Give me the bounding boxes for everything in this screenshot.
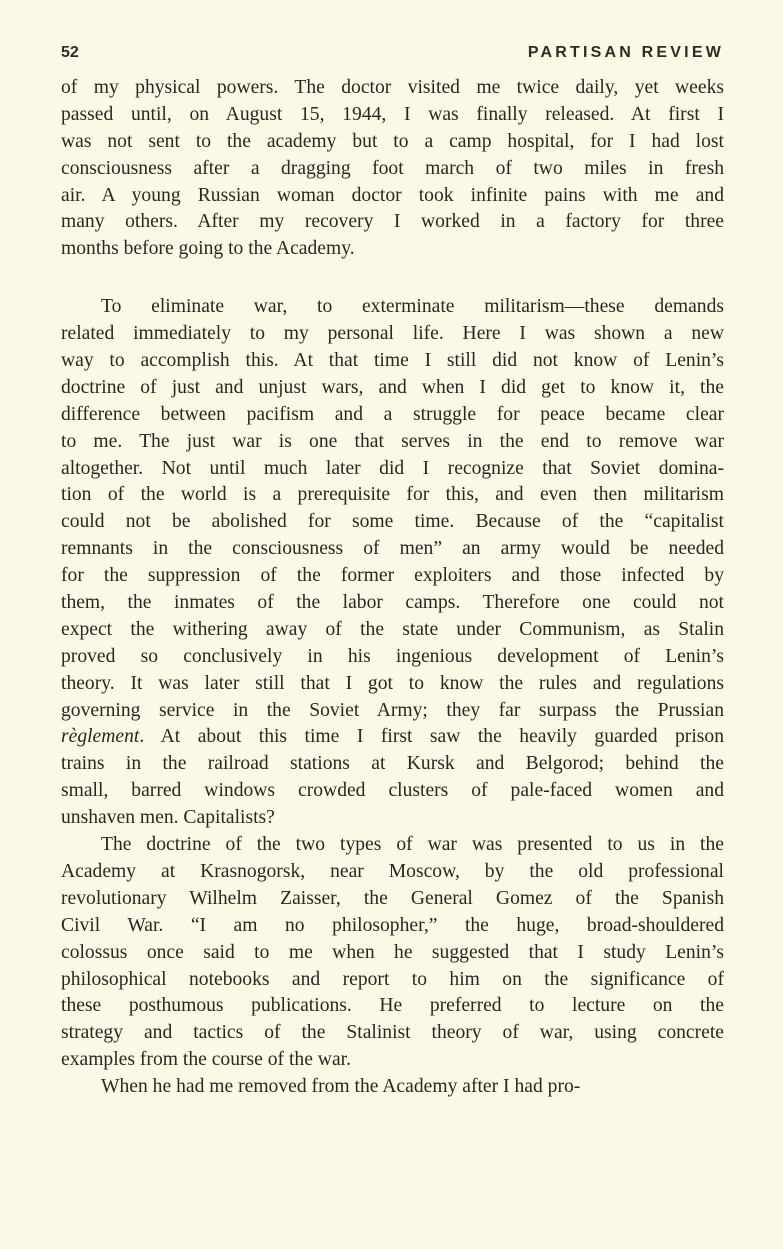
text-line: Civil War. “I am no philosopher,” the huge, broad-shouldered [61, 914, 724, 936]
text-line: months before going to the Academy. [61, 238, 355, 260]
text-line: philosophical notebooks and report to him on the significance of [61, 968, 724, 990]
text-line: way to accomplish this. At that time I still did not know of Lenin’s [61, 350, 724, 372]
text-line: passed until, on August 15, 1944, I was finally released. At first I [61, 103, 724, 125]
paragraph [61, 294, 724, 832]
italic-word: règlement [61, 726, 140, 748]
text-line: colossus once said to me when he suggested that I study Lenin’s [61, 941, 724, 963]
text-line: remnants in the consciousness of men” an army would be needed [61, 538, 724, 560]
text-line: expect the withering away of the state under Communism, as Stalin [61, 618, 724, 640]
text-line: was not sent to the academy but to a camp hospital, for I had lost [61, 130, 724, 152]
text-line: Academy at Krasnogorsk, near Moscow, by the old professional [61, 860, 724, 882]
text-line: consciousness after a dragging foot march of two miles in fresh [61, 157, 724, 179]
paragraph [61, 832, 724, 1074]
text-line: air. A young Russian woman doctor took infinite pains with me and [61, 184, 724, 206]
text-line: tion of the world is a prerequisite for this, and even then militarism [61, 484, 724, 506]
text-line: altogether. Not until much later did I recognize that Soviet domina- [61, 457, 724, 479]
text-line: difference between pacifism and a struggle for peace became clear [61, 403, 724, 425]
text-line: of my physical powers. The doctor visited me twice daily, yet weeks [61, 77, 724, 98]
text-line: theory. It was later still that I got to know the rules and regulations [61, 672, 724, 694]
paragraph-gap [61, 263, 724, 294]
page-header [61, 44, 724, 68]
text-line: for the suppression of the former exploiters and those infected by [61, 565, 724, 587]
paragraph [61, 1074, 724, 1101]
text-line: unshaven men. Capitalists? [61, 807, 275, 829]
text-line: trains in the railroad stations at Kursk and Belgorod; behind the [61, 753, 724, 775]
text-line: doctrine of just and unjust wars, and when I did get to know it, the [61, 376, 724, 398]
text-segment: . At about this time I first saw the heavily guarded prison [139, 726, 724, 748]
body-text [61, 75, 724, 1101]
text-line: When he had me removed from the Academy after I had pro- [101, 1076, 581, 1098]
text-line: to me. The just war is one that serves in the end to remove war [61, 430, 724, 452]
text-line: could not be abolished for some time. Because of the “capitalist [61, 511, 724, 533]
text-line: To eliminate war, to exterminate militarism—these demands [101, 296, 724, 318]
text-line: strategy and tactics of the Stalinist theory of war, using concrete [61, 1022, 724, 1044]
text-line: many others. After my recovery I worked in a factory for three [61, 211, 724, 233]
text-line: related immediately to my personal life. Here I was shown a new [61, 323, 724, 345]
running-head: PARTISAN REVIEW [527, 44, 724, 61]
text-line: these posthumous publications. He preferred to lecture on the [61, 995, 724, 1017]
paragraph [61, 75, 724, 263]
page-number: 52 [61, 44, 79, 61]
text-line [61, 724, 724, 751]
text-line: proved so conclusively in his ingenious development of Lenin’s [61, 645, 724, 667]
text-line: The doctrine of the two types of war was presented to us in the [101, 834, 724, 856]
text-line: examples from the course of the war. [61, 1049, 351, 1071]
text-line: small, barred windows crowded clusters of pale-faced women and [61, 780, 724, 802]
text-line: governing service in the Soviet Army; they far surpass the Prussian [61, 699, 724, 721]
text-line: revolutionary Wilhelm Zaisser, the General Gomez of the Spanish [61, 887, 724, 909]
text-line: them, the inmates of the labor camps. Therefore one could not [61, 592, 724, 614]
